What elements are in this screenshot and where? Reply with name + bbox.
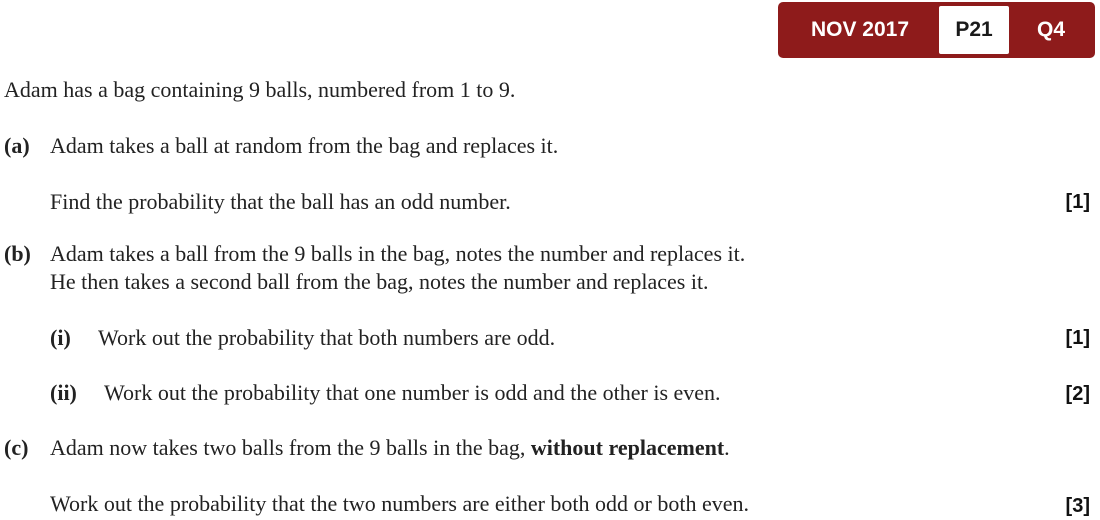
part-c-label: (c) xyxy=(4,435,29,460)
part-b-i-text: Work out the probability that both numbers are odd. xyxy=(98,325,556,350)
part-a-label: (a) xyxy=(4,133,30,158)
part-a-marks: [1] xyxy=(1065,191,1090,213)
part-c-marks: [3] xyxy=(1065,495,1090,517)
part-c-text xyxy=(50,435,730,461)
part-b-i-marks: [1] xyxy=(1065,327,1090,349)
part-b-line-2: He then takes a second ball from the bag, notes the number and replaces it. xyxy=(50,269,709,294)
part-c-text-before: Adam now takes two balls from the 9 balls in the bag, xyxy=(50,435,531,460)
part-c-task: Work out the probability that the two numbers are either both odd or both even. xyxy=(50,491,750,516)
part-a-text: Adam takes a ball at random from the bag and replaces it. xyxy=(50,133,559,158)
question-number-label: Q4 xyxy=(1036,18,1065,41)
part-b-ii-text: Work out the probability that one number is odd and the other is even. xyxy=(104,380,721,405)
part-a-task: Find the probability that the ball has an odd number. xyxy=(50,189,511,214)
part-b-label: (b) xyxy=(4,241,31,266)
part-b-ii-label: (ii) xyxy=(50,380,77,405)
question-reference-badge xyxy=(778,2,1095,58)
part-c-text-emphasis: without replacement xyxy=(530,435,725,460)
question-intro: Adam has a bag containing 9 balls, numbered from 1 to 9. xyxy=(4,77,516,102)
part-c-text-after: . xyxy=(724,435,730,460)
part-b-ii-marks: [2] xyxy=(1065,383,1090,405)
part-b-i-label: (i) xyxy=(50,325,71,350)
paper-label: P21 xyxy=(939,6,1009,54)
session-label: NOV 2017 xyxy=(810,18,910,41)
part-b-line-1: Adam takes a ball from the 9 balls in the bag, notes the number and replaces it. xyxy=(50,241,746,266)
